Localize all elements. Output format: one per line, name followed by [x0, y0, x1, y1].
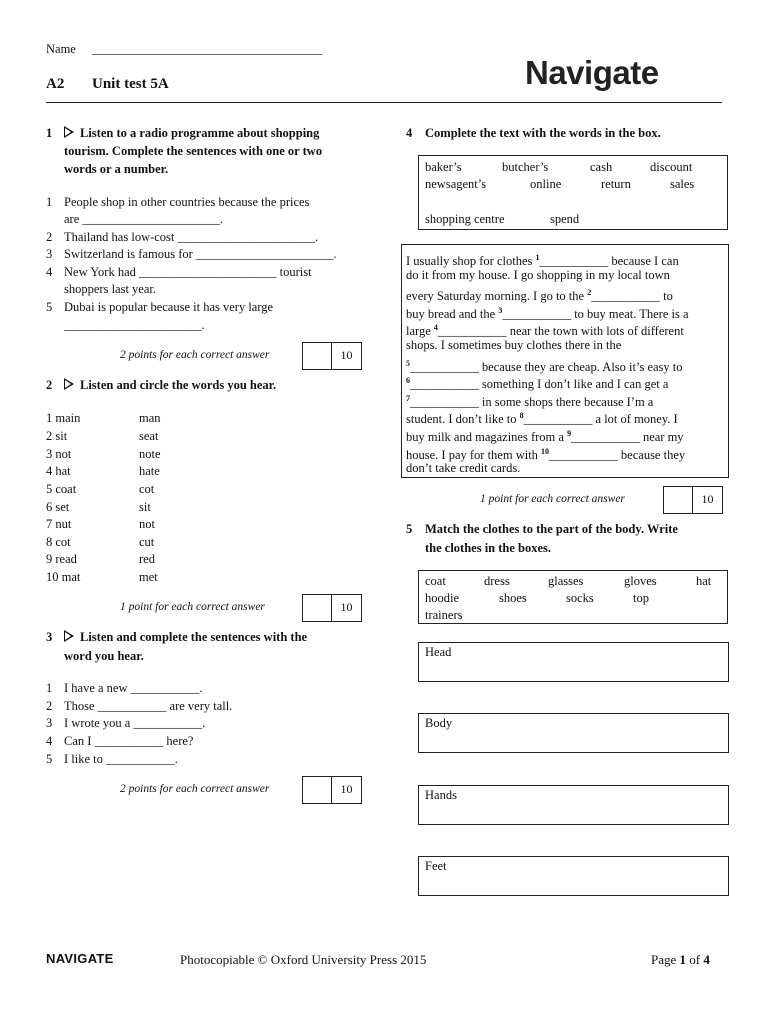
word-box-item: hat [696, 574, 712, 588]
q2-word-b[interactable]: cot [139, 482, 155, 496]
footer-copyright: Photocopiable © Oxford University Press 2015 [180, 952, 427, 967]
q2-word-a[interactable]: 2 sit [46, 429, 68, 443]
q3-score-note: 2 points for each correct answer [120, 783, 270, 795]
test-title: Unit test 5A [92, 76, 169, 92]
gap-blank[interactable]: ___________ a lot of money. I [523, 412, 678, 427]
gap-blank[interactable]: ___________ because they [549, 447, 686, 462]
q4-text-line: shops. I sometimes buy clothes there in the [406, 338, 622, 352]
q3-instruction-2: word you hear. [64, 649, 144, 663]
q2-word-a[interactable]: 5 coat [46, 482, 77, 496]
q1-instruction-2: tourism. Complete the sentences with one or two [64, 144, 323, 158]
answer-box-label: Hands [425, 788, 457, 802]
q2-word-b[interactable]: seat [139, 429, 159, 443]
q1-number: 1 [46, 126, 53, 140]
q3-item[interactable]: I like to ___________. [64, 752, 178, 766]
q1-item-num: 2 [46, 230, 53, 244]
gap-blank[interactable]: ___________ because they are cheap. Also it’s easy to [410, 359, 683, 374]
word-box-item: top [633, 591, 649, 605]
q2-word-a[interactable]: 9 read [46, 552, 77, 566]
gap-number: 3 [498, 305, 503, 315]
q4-text-line: buy bread and the $^3$___________ to buy meat. There is a [406, 305, 689, 321]
gap-blank[interactable]: ___________ in some shops there because I’m a [410, 394, 654, 409]
q1-item-num: 3 [46, 247, 53, 261]
q2-word-a[interactable]: 8 cot [46, 535, 71, 549]
q2-word-a[interactable]: 1 main [46, 411, 81, 425]
word-box-item: newsagent’s [425, 177, 487, 191]
name-label: Name [46, 42, 76, 56]
q1-instruction-3: words or a number. [64, 162, 169, 176]
q4-text-line: house. I pay for them with $^{10}$___________ because they [406, 446, 686, 462]
audio-icon [64, 630, 74, 642]
q2-word-b[interactable]: met [139, 570, 158, 584]
q4-score-note: 1 point for each correct answer [480, 493, 625, 505]
q4-score-max: 10 [701, 492, 714, 506]
gap-number: 5 [406, 358, 410, 368]
q5-instruction-2: the clothes in the boxes. [425, 541, 552, 555]
word-box-item: cash [590, 160, 613, 174]
q5-instruction: Match the clothes to the part of the body. Write [425, 522, 678, 536]
gap-number: 8 [519, 411, 524, 421]
header-rule [46, 102, 722, 103]
q3-item-num: 1 [46, 681, 53, 695]
gap-number: 9 [567, 429, 572, 438]
word-box-item: online [530, 177, 562, 191]
q3-item-num: 4 [46, 734, 53, 748]
q4-text-line: buy milk and magazines from a $^9$___________ near my [406, 429, 684, 445]
audio-icon [64, 126, 74, 138]
word-box-item: trainers [425, 608, 463, 622]
q4-text-line: I usually shop for clothes $^1$___________ because I can [406, 253, 679, 269]
q3-item-num: 5 [46, 752, 53, 766]
gap-blank[interactable]: ___________ to [591, 289, 673, 304]
word-box-item: spend [550, 212, 580, 226]
word-box-item: butcher’s [502, 160, 549, 174]
word-box-item: gloves [624, 574, 657, 588]
q1-item-num: 5 [46, 300, 53, 314]
q2-word-a[interactable]: 3 not [46, 447, 72, 461]
q1-score-box[interactable] [302, 342, 362, 370]
gap-blank[interactable]: ___________ near my [571, 430, 684, 445]
q2-word-a[interactable]: 10 mat [46, 570, 81, 584]
word-box-item: glasses [548, 574, 584, 588]
q3-item[interactable]: Those ___________ are very tall. [64, 699, 233, 713]
word-box-item: return [601, 177, 631, 191]
q1-score-note: 2 points for each correct answer [120, 349, 270, 361]
q1-item-cont[interactable]: are ______________________. [64, 212, 224, 226]
q2-score-max: 10 [340, 600, 353, 614]
name-blank[interactable]: ________________________________________ [92, 42, 322, 56]
q2-score-box[interactable] [302, 594, 362, 622]
answer-box-feet[interactable] [418, 856, 729, 896]
word-box-item: shoes [499, 591, 527, 605]
word-box-item: hoodie [425, 591, 460, 605]
q2-instruction: Listen and circle the words you hear. [64, 377, 276, 394]
gap-number: 7 [406, 393, 410, 403]
q2-word-b[interactable]: red [139, 552, 155, 566]
q1-score-max: 10 [340, 348, 353, 362]
q3-item[interactable]: I have a new ___________. [64, 681, 203, 695]
gap-blank[interactable]: ___________ near the town with lots of different [437, 324, 684, 339]
q1-item: People shop in other countries because the prices [64, 195, 310, 209]
answer-box-hands[interactable] [418, 785, 729, 825]
word-box-item: shopping centre [425, 212, 505, 226]
q4-text-line: student. I don’t like to $^8$___________ a lot of money. I [406, 411, 678, 427]
gap-blank[interactable]: ___________ something I don’t like and I can get a [410, 377, 669, 392]
answer-box-head[interactable] [418, 642, 729, 682]
q2-word-b[interactable]: note [139, 447, 161, 461]
q4-text-line: don’t take credit cards. [406, 461, 521, 476]
q1-item[interactable]: New York had ______________________ tourist [64, 265, 312, 279]
q2-score-note: 1 point for each correct answer [120, 601, 265, 613]
footer-page: Page 1 of 4 [651, 952, 710, 967]
q2-word-a[interactable]: 7 nut [46, 517, 72, 531]
answer-box-label: Head [425, 645, 452, 659]
word-box-item: baker’s [425, 160, 462, 174]
level-label: A2 [46, 76, 65, 92]
q2-word-a[interactable]: 4 hat [46, 464, 71, 478]
q1-item-num: 1 [46, 195, 53, 209]
gap-number: 4 [433, 323, 438, 333]
q3-item[interactable]: I wrote you a ___________. [64, 716, 206, 730]
q2-word-b[interactable]: not [139, 517, 155, 531]
q4-text-line: every Saturday morning. I go to the $^2$___________ to [406, 288, 673, 304]
q2-word-b[interactable]: man [139, 411, 161, 425]
word-box-item: discount [650, 160, 693, 174]
q2-word-b[interactable]: hate [139, 464, 160, 478]
q2-word-b[interactable]: sit [139, 500, 151, 514]
answer-box-label: Body [425, 716, 453, 730]
q1-item-cont: shoppers last year. [64, 282, 156, 296]
footer-brand: NAVIGATE [46, 951, 114, 966]
q4-instruction: Complete the text with the words in the box. [425, 126, 661, 140]
q3-instruction: Listen and complete the sentences with the [64, 629, 307, 646]
q1-item-num: 4 [46, 265, 53, 279]
q1-item-cont[interactable]: ______________________. [64, 318, 205, 332]
gap-number: 6 [406, 376, 410, 386]
q3-score-max: 10 [340, 782, 353, 796]
q2-word-a[interactable]: 6 set [46, 500, 70, 514]
gap-number: 2 [587, 288, 592, 298]
audio-icon [64, 378, 74, 390]
q1-item[interactable]: Thailand has low-cost ______________________. [64, 230, 319, 244]
q1-instruction: Listen to a radio programme about shopping [64, 125, 319, 142]
word-box-item: sales [670, 177, 695, 191]
q2-number: 2 [46, 378, 53, 392]
q1-item[interactable]: Switzerland is famous for ______________________. [64, 247, 337, 261]
q4-text-line: do it from my house. I go shopping in my local town [406, 267, 670, 282]
gap-blank[interactable]: ___________ to buy meat. There is a [502, 306, 689, 321]
gap-number: 10 [541, 446, 550, 456]
answer-box-body[interactable] [418, 713, 729, 753]
word-box-item: socks [566, 591, 594, 605]
answer-box-label: Feet [425, 859, 447, 873]
q3-score-box[interactable] [302, 776, 362, 804]
gap-number: 1 [535, 253, 540, 262]
q2-word-b[interactable]: cut [139, 535, 155, 549]
navigate-logo: Navigate [525, 54, 659, 91]
q5-number: 5 [406, 522, 413, 536]
q4-number: 4 [406, 126, 413, 140]
gap-blank[interactable]: ___________ because I can [539, 254, 679, 269]
q4-text-line: large $^4$___________ near the town with lots of different [406, 323, 684, 339]
q1-item: Dubai is popular because it has very large [64, 300, 274, 314]
word-box-item: coat [425, 574, 446, 588]
q3-item-num: 2 [46, 699, 53, 713]
q4-score-box[interactable] [663, 486, 723, 514]
word-box-item: dress [484, 574, 510, 588]
q3-item[interactable]: Can I ___________ here? [64, 734, 194, 748]
q3-number: 3 [46, 630, 53, 644]
q3-item-num: 3 [46, 716, 53, 730]
